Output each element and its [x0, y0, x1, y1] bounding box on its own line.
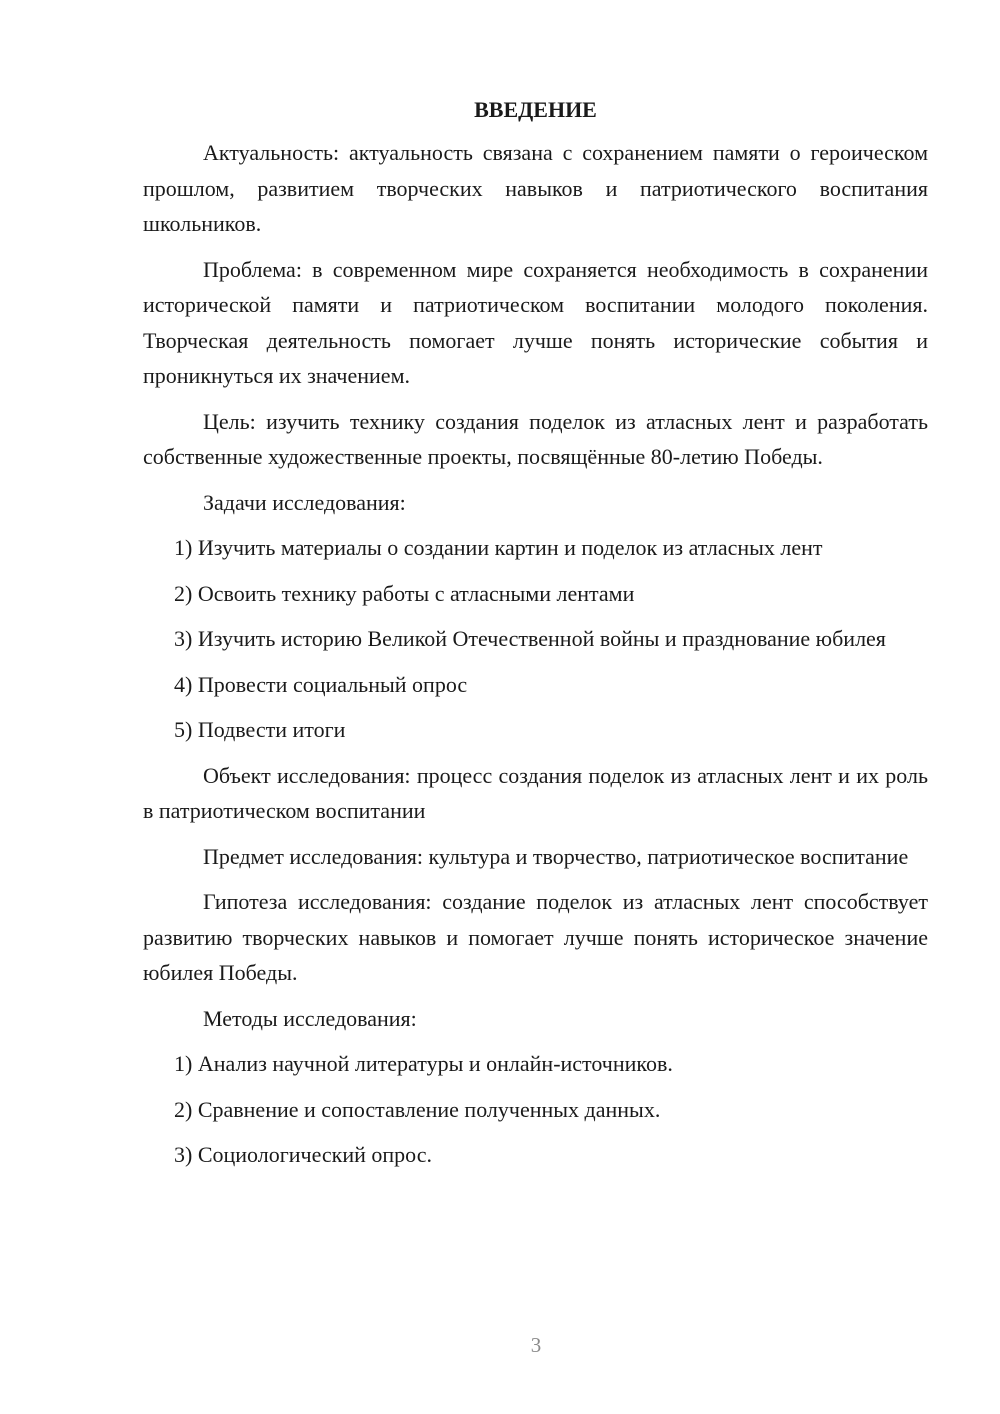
method-item: 3) Социологический опрос. — [174, 1142, 432, 1167]
section-heading: ВВЕДЕНИЕ — [474, 97, 597, 122]
paragraph-goal: Цель: изучить технику создания поделок из атласных лент и разработать собственные художественные проекты, посвящённые 80-летию Победы. — [143, 408, 928, 469]
document-page — [143, 92, 928, 1183]
methods-title: Методы исследования: — [203, 1005, 417, 1031]
paragraph-hypothesis: Гипотеза исследования: создание поделок из атласных лент способствует развитию творческих навыков и помогает лучше понять историческое значение юбилея Победы. — [143, 889, 928, 985]
method-item: 2) Сравнение и сопоставление полученных данных. — [174, 1096, 661, 1122]
task-item: 2) Освоить технику работы с атласными лентами — [174, 580, 635, 606]
paragraph-subject: Предмет исследования: культура и творчество, патриотическое воспитание — [203, 843, 909, 869]
tasks-title: Задачи исследования: — [203, 489, 406, 515]
task-item: 1) Изучить материалы о создании картин и поделок из атласных лент — [174, 535, 823, 560]
task-item: 3) Изучить историю Великой Отечественной войны и празднование юбилея — [174, 626, 886, 651]
page-number: 3 — [530, 1333, 542, 1357]
task-item: 5) Подвести итоги — [174, 717, 346, 742]
paragraph-object: Объект исследования: процесс создания поделок из атласных лент и их роль в патриотическом воспитании — [143, 762, 928, 823]
task-item: 4) Провести социальный опрос — [174, 671, 468, 697]
method-item: 1) Анализ научной литературы и онлайн-источников. — [174, 1051, 673, 1076]
paragraph-problem: Проблема: в современном мире сохраняется необходимость в сохранении исторической памяти и патриотическом воспитании молодого поколения. Творческая деятельность помогает лучше понять исторические события и проникнуться их значением. — [143, 256, 928, 388]
paragraph-relevance: Актуальность: актуальность связана с сохранением памяти о героическом прошлом, развитием творческих навыков и патриотического воспитания школьников. — [143, 140, 928, 236]
